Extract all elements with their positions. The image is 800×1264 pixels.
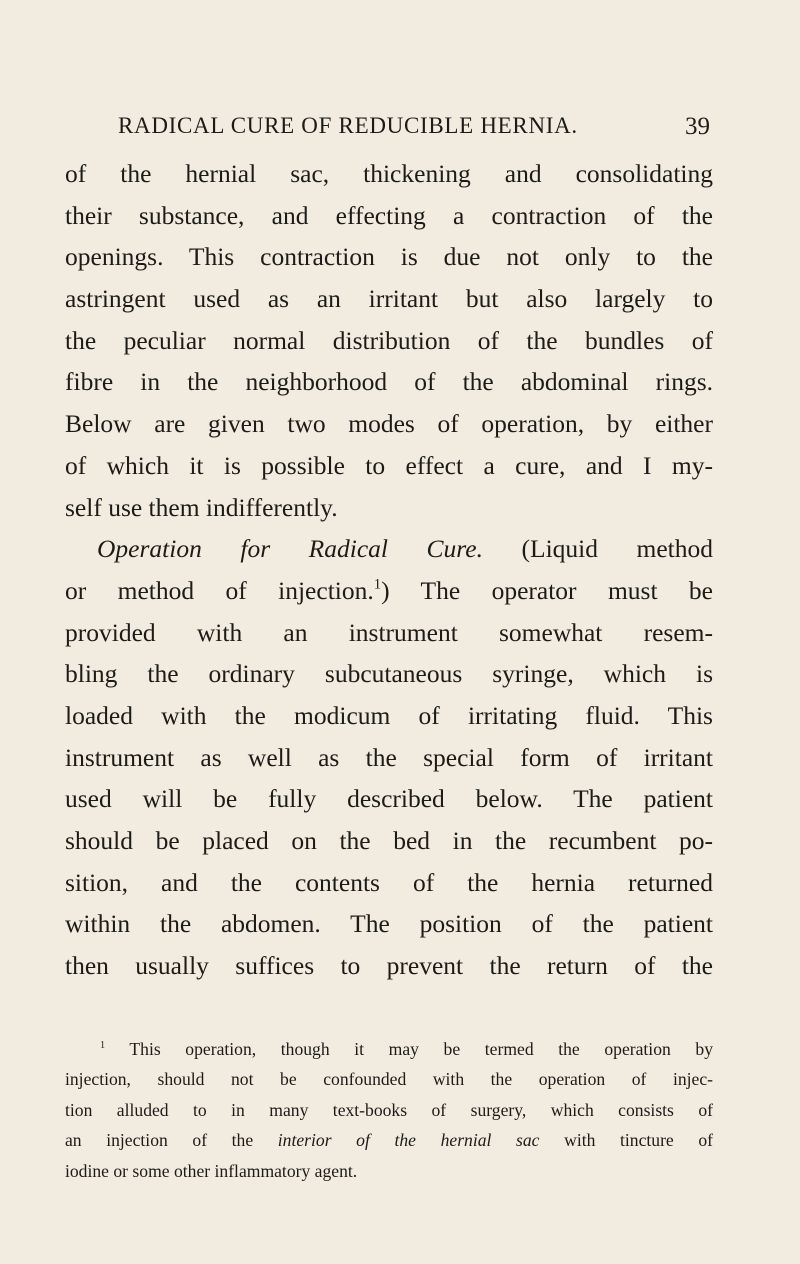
text-line: of the hernial sac, thickening and consolidating — [65, 159, 713, 188]
footnote-line: tion alluded to in many text-books of surgery, which consists of — [65, 1099, 713, 1120]
section-heading: Operation for Radical Cure. — [97, 534, 483, 564]
footnote-text: an injection of the — [65, 1130, 254, 1151]
text-line — [65, 570, 713, 612]
line-segment: ) The operator must be — [381, 575, 713, 605]
footnote-marker: 1 — [100, 1039, 106, 1051]
footnote-line — [65, 1034, 713, 1064]
text-line: within the abdomen. The position of the patient — [65, 909, 713, 939]
text-line: bling the ordinary subcutaneous syringe, which is — [65, 659, 713, 689]
page-number: 39 — [685, 113, 710, 140]
text-line: then usually suffices to prevent the return of the — [65, 951, 713, 981]
text-line: provided with an instrument somewhat resem- — [65, 617, 713, 647]
footnote-line: iodine or some other inflammatory agent. — [65, 1160, 358, 1181]
running-head: RADICAL CURE OF REDUCIBLE HERNIA. — [118, 113, 578, 138]
footnote-text: with tincture of — [564, 1130, 714, 1151]
text-line: the peculiar normal distribution of the bundles of — [65, 325, 713, 355]
footnote-line: injection, should not be confounded with the operation of injec- — [65, 1069, 713, 1090]
section-heading-line — [65, 528, 713, 570]
text-line: used will be fully described below. The patient — [65, 784, 713, 814]
text-line: instrument as well as the special form of irritant — [65, 742, 713, 772]
footnote-line — [65, 1125, 713, 1155]
text-line: should be placed on the bed in the recumbent po- — [65, 826, 713, 855]
text-line: astringent used as an irritant but also largely to — [65, 284, 713, 314]
text-line: loaded with the modicum of irritating fluid. This — [65, 700, 713, 730]
text-line: fibre in the neighborhood of the abdominal rings. — [65, 367, 713, 397]
footnote-reference: 1 — [373, 576, 382, 593]
heading-continuation: (Liquid method — [521, 534, 714, 564]
line-segment: or method of injection. — [65, 575, 374, 605]
text-line: their substance, and effecting a contraction of the — [65, 200, 713, 230]
text-line: of which it is possible to effect a cure, and I my- — [65, 450, 713, 480]
footnote-italic-text: interior of the hernial sac — [277, 1130, 540, 1151]
footnote-text: This operation, though it may be termed the operation by — [129, 1039, 713, 1059]
text-line: Below are given two modes of operation, by either — [65, 409, 713, 439]
footnote — [65, 1034, 713, 1186]
text-line: sition, and the contents of the hernia returned — [65, 867, 713, 897]
text-line: self use them indifferently. — [65, 492, 338, 522]
page-header — [118, 113, 710, 147]
text-line: openings. This contraction is due not only to the — [65, 242, 713, 272]
body-text — [65, 153, 713, 987]
